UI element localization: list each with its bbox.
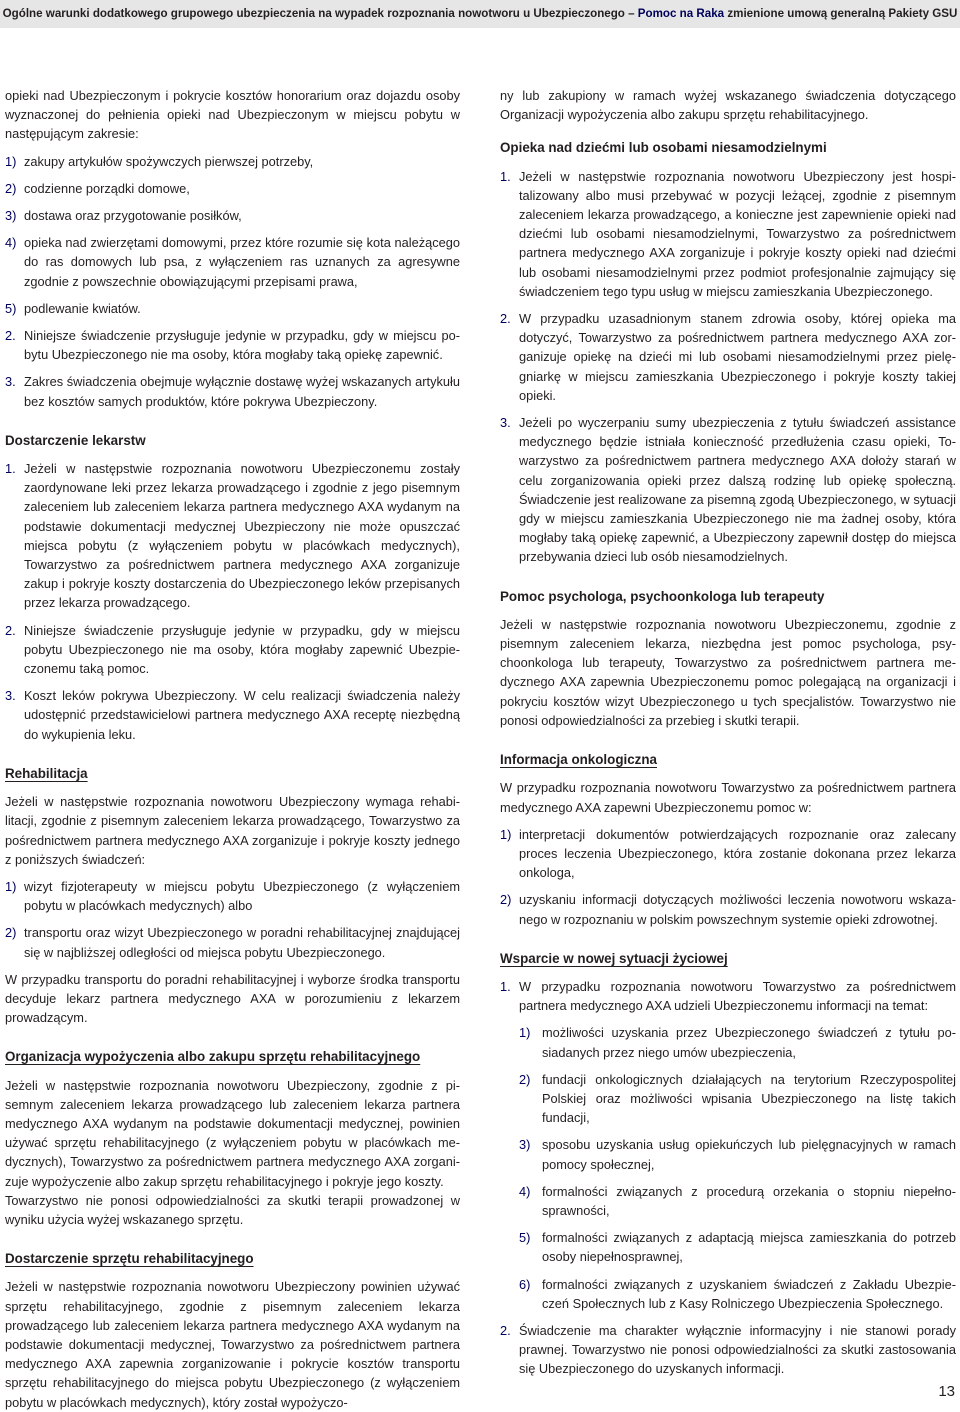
list-number: 2) [5,925,17,941]
paragraph-text: Jeżeli w następstwie rozpoznania nowotworu Ubezpieczony jest hospitalizowany albo musi przebywać w pozycji leżącej, zgodnie z pisemnym zaleceniem lekarza prowadzącego, a konieczne jest zapewnienie opieki nad dziećmi lub osobami niesamodzielnymi, Towarzystwo za pośrednictwem partnera medycznego AXA zorganizuje i pokryje koszty opieki nad dziećmi lub osobami niesamodzielnymi przez podmiot profesjonalnie zajmujący się świadczeniem tego typu usług w miejscu zamieszkania Ubezpieczonego. [519,168,956,299]
list-number: 3) [519,1137,531,1153]
list-item [519,1275,956,1313]
list-item [5,179,460,198]
list-item [5,233,460,291]
list-item [5,877,460,915]
header-title-part1: Ogólne warunki dodatkowego grupowego ubezpieczenia na wypadek rozpoznania nowotworu u Ubezpieczonego – [2,7,638,20]
list-number: 1) [500,826,512,842]
list-item [500,890,956,928]
list-text: formalności związanych z procedurą orzekania o stopniu niepełnosprawności, [542,1183,956,1218]
list-item [5,299,460,318]
section-paragraph: W przypadku rozpoznania nowotworu Towarzystwo za pośrednictwem partnera medycznego AXA zapewni Ubezpieczonemu pomoc w: [500,780,956,815]
list-item [519,1023,956,1061]
numbered-paragraph [5,326,460,364]
paragraph-text: Jeżeli w następstwie rozpoznania nowotworu Ubezpieczonemu zostały zaordynowane leki przez lekarza prowadzącego i zgodnie z jego pisemnym zaleceniem lub zaleceniem lekarza partnera medycznego AXA wydanym na podstawie dokumentacji medycznej Ubezpieczony nie może opuszczać miejsca pobytu (z wyłączeniem pobytu w placówkach medycznych), Towarzystwo za pośrednictwem partnera medycznego AXA zorganizuje zakup i pokryje koszty dostarczenia do Ubezpieczonego leków przepisanych przez lekarza prowadzącego. [24,461,460,611]
list-item [519,1070,956,1128]
list-text: podlewanie kwiatów. [24,300,141,316]
left-column [5,86,460,1412]
paragraph-number: 3. [5,688,16,704]
list-number: 1) [519,1025,531,1041]
paragraph-text: W przypadku rozpoznania nowotworu Towarzystwo za pośrednictwem partnera medycznego AXA udzieli Ubezpieczonemu informacji na temat: [519,978,956,1014]
section-paragraph: Jeżeli w następstwie rozpoznania nowotworu Ubezpieczonemu, zgodnie z pisemnym zaleceniem lekarza, niezbędna jest pomoc psychologa, psychoonkologa lub terapeuty, Towarzystwo za pośrednictwem partnera medycznego AXA zapewnia Ubezpieczonemu pomoc polegającą na organizacji i pokryciu kosztów wizyt Ubezpieczonego u tych specjalistów. Towarzystwo nie ponosi odpowiedzialności za przebieg i skutki terapii. [500,616,956,728]
page-number: 13 [938,1383,955,1400]
list-number: 6) [519,1276,531,1292]
section-heading-dostarczenie-lekarstw: Dostarczenie lekarstw [5,432,146,448]
section-heading-opieka-nad-dziecmi: Opieka nad dziećmi lub osobami niesamodzielnymi [500,140,827,156]
section-heading-dostarczenie-sprzetu: Dostarczenie sprzętu rehabilitacyjnego [5,1251,254,1267]
list-number: 5) [5,300,17,316]
paragraph-text: Niniejsze świadczenie przysługuje jedynie w przypadku, gdy w miejscu pobytu Ubezpieczonego nie ma osoby, która mogłaby taką opiekę zapewnić. [24,328,460,363]
list-text: dostawa oraz przygotowanie posiłków, [24,208,242,224]
paragraph-text: W przypadku uzasadnionym stanem zdrowia osoby, której opieka ma dotyczyć, Towarzystwo za pośrednictwem partnera medycznego AXA zorganizuje opiekę na dzieći mi lub osobami niesamodzielnymi przez pielęgniarkę w miejscu zamieszkania Ubezpieczonego i pokryje koszty takiej opieki. [519,311,956,403]
running-header [0,0,960,28]
list-number: 2) [500,892,512,908]
paragraph-number: 2. [500,311,511,327]
list-text: możliwości uzyskania przez Ubezpieczonego świadczeń z tytułu posiadanych przez niego umów ubezpieczenia, [542,1025,956,1060]
list-text: codzienne porządki domowe, [24,180,190,196]
list-item [500,825,956,883]
paragraph-number: 1. [5,461,16,477]
list-text: interpretacji dokumentów potwierdzających rozpoznanie oraz zalecany proces leczenia Ubezpieczonego, która zostanie dokonana przez lekarza onkologa, [519,826,956,881]
numbered-paragraph [500,977,956,1313]
numbered-paragraph [5,686,460,744]
list-text: sposobu uzyskania usług opiekuńczych lub pielęgnacyjnych w ramach pomocy społecznej, [542,1137,956,1172]
list-text: wizyt fizjoterapeuty w miejscu pobytu Ubezpieczonego (z wyłączeniem pobytu w placówkach medycznych) albo [24,878,460,914]
list-item [519,1182,956,1220]
list-text: uzyskaniu informacji dotyczących możliwości leczenia nowotworu wskazanego w rozpoznaniu w polskim powszechnym systemie opieki zdrowotnej. [519,892,956,927]
numbered-paragraph [5,372,460,410]
paragraph-number: 2. [5,328,16,344]
intro-paragraph: opieki nad Ubezpieczonym i pokrycie kosztów honorarium oraz dojazdu osoby wyznaczonej do pełnienia opieki nad Ubezpieczonym w miejscu pobytu w następującym zakresie: [5,88,460,142]
paragraph-number: 2. [5,622,16,638]
paragraph-number: 1. [500,168,511,184]
list-text: zakupy artykułów spożywczych pierwszej potrzeby, [24,153,314,169]
section-heading-rehabilitacja: Rehabilitacja [5,765,88,781]
section-paragraph: Jeżeli w następstwie rozpoznania nowotworu Ubezpieczony wymaga rehabilitacji, zgodnie z pisemnym zaleceniem lekarza prowadzącego, Towarzystwo za pośrednictwem partnera medycznego AXA zorganizuje i pokryje koszty jednego z poniższych świadczeń: [5,794,460,867]
paragraph-text: Koszt leków pokrywa Ubezpieczony. W celu realizacji świadczenia należy udostępnić przedstawicielowi partnera medycznego AXA receptę niezbędną do wykupienia leku. [24,688,460,742]
list-text: formalności związanych z adaptacją miejsca zamieszkania do potrzeb osoby niepełnosprawnej, [542,1230,956,1265]
numbered-paragraph [500,309,956,405]
list-number: 2) [5,180,17,196]
numbered-paragraph [5,459,460,613]
list-text: opieka nad zwierzętami domowymi, przez które rozumie się kota należącego do ras domowych lub psa, z wyłączeniem ras uznanych za agresywne zgodnie z powszechnie obowiązującymi przepisami prawa, [24,235,460,289]
list-item [519,1228,956,1266]
section-heading-informacja-onkologiczna: Informacja onkologiczna [500,752,657,768]
header-title-part2: zmienione umową generalną Pakiety GSU [724,7,958,20]
paragraph-number: 2. [500,1322,511,1338]
list-item [5,923,460,961]
list-text: formalności związanych z uzyskaniem świadczeń z Zakładu Ubezpieczeń Społecznych lub z Kasy Rolniczego Ubezpieczenia Społecznego. [542,1276,956,1311]
paragraph-number: 3. [500,415,511,431]
paragraph-text: Jeżeli po wyczerpaniu sumy ubezpieczenia z tytułu świadczeń assistance medycznego będzie istniała konieczność przedłużenia czasu opieki, Towarzystwo za pośrednictwem partnera medycznego AXA dołoży starań w celu zorganizowania opieki przez dalszą rodzinę lub opiekę społeczną. Świadczenie jest realizowane za pisemną zgodą Ubezpieczonego, w sytuacji gdy w miejscu zamieszkania Ubezpieczonego nie ma żadnej osoby, która mogłaby taką opiekę zapewnić, a Ubezpieczony zapewnił dostęp do miejsca przebywania dzieci lub osób niesamodzielnych. [519,415,956,565]
list-number: 1) [5,878,17,894]
numbered-paragraph [500,1321,956,1379]
list-number: 4) [5,235,17,251]
section-paragraph: Jeżeli w następstwie rozpoznania nowotworu Ubezpieczony, zgodnie z pisemnym zaleceniem lekarza prowadzącego lub zaleceniem lekarza partnera medycznego AXA wydanym na podstawie dokumentacji medycznej, powinien używać sprzętu rehabilitacyjnego (z wyłączeniem pobytu w placówkach medycznych), Towarzystwo za pośrednictwem partnera medycznego AXA zorganizuje wypożyczenie albo zakup sprzętu rehabilitacyjnego i pokryje jego koszty. [5,1077,460,1189]
paragraph-text: Świadczenie ma charakter wyłącznie informacyjny i nie stanowi porady prawnej. Towarzystwo nie ponosi odpowiedzialności za skutki zastosowania się Ubezpieczonego do uzyskanych informacji. [519,1322,956,1377]
list-number: 2) [519,1071,531,1087]
intro-paragraph: ny lub zakupiony w ramach wyżej wskazanego świadczenia dotyczącego Organizacji wypożyczenia albo zakupu sprzętu rehabilitacyjnego. [500,88,956,123]
list-text: fundacji onkologicznych działających na terytorium Rzeczypospolitej Polskiej oraz możliwości wpisania Ubezpieczonego na listę takich fundacji, [542,1071,956,1126]
header-title-highlight: Pomoc na Raka [637,7,725,20]
list-item [519,1135,956,1173]
list-number: 1) [5,153,17,169]
section-paragraph: W przypadku transportu do poradni rehabilitacyjnej i wyborze środka transportu decyduje lekarz partnera medycznego AXA w porozumieniu z lekarzem prowadzącym. [5,971,460,1026]
section-heading-wsparcie: Wsparcie w nowej sytuacji życiowej [500,950,728,966]
list-item [5,206,460,225]
list-text: transportu oraz wizyt Ubezpieczonego w poradni rehabilitacyjnej znajdującej się w najbliższej odległości od miejsca pobytu Ubezpieczonego. [24,925,460,960]
paragraph-text: Niniejsze świadczenie przysługuje jedynie w przypadku, gdy w miejscu pobytu Ubezpieczonego nie ma osoby, która mogłaby zapewnić Ubezpieczonemu taką pomoc. [24,622,460,677]
section-heading-organizacja: Organizacja wypożyczenia albo zakupu sprzętu rehabilitacyjnego [5,1049,421,1065]
list-number: 4) [519,1183,531,1199]
paragraph-number: 3. [5,374,16,390]
list-number: 3) [5,208,17,224]
list-number: 5) [519,1230,531,1246]
section-paragraph: Towarzystwo nie ponosi odpowiedzialności za skutki terapii prowadzonej w wyniku użycia wyżej wskazanego sprzętu. [5,1192,460,1227]
numbered-paragraph [500,413,956,567]
paragraph-text: Zakres świadczenia obejmuje wyłącznie dostawę wyżej wskazanych artykułu bez kosztów samych produktów, które pokrywa Ubezpieczony. [24,374,460,409]
section-paragraph: Jeżeli w następstwie rozpoznania nowotworu Ubezpieczony powinien używać sprzętu rehabilitacyjnego, zgodnie z pisemnym zaleceniem lekarza prowadzącego lub zaleceniem lekarza partnera medycznego AXA wydanym na podstawie dokumentacji medycznej, Towarzystwo za pośrednictwem partnera medycznego AXA zapewnia zorganizowanie i pokrycie kosztów transportu sprzętu rehabilitacyjnego do miejsca pobytu Ubezpieczonego (z wyłączeniem pobytu w placówkach medycznych), który został wypożyczo- [5,1279,460,1410]
numbered-paragraph [5,621,460,679]
section-heading-pomoc-psychologa: Pomoc psychologa, psychoonkologa lub terapeuty [500,588,825,604]
right-column [500,86,956,1379]
numbered-paragraph [500,167,956,301]
paragraph-number: 1. [500,978,511,994]
list-item [5,152,460,171]
